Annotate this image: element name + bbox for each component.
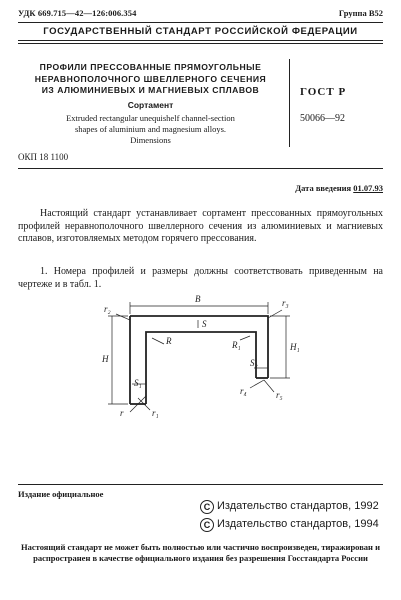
label-S1: S₁	[134, 378, 142, 388]
title-line-1: ПРОФИЛИ ПРЕССОВАННЫЕ ПРЯМОУГОЛЬНЫЕ	[39, 62, 262, 72]
header-rule-bottom	[18, 43, 383, 44]
gost-number: 50066—92	[300, 113, 345, 124]
group-code: Группа В52	[338, 8, 383, 18]
document-subtitle: Сортамент	[127, 100, 174, 110]
effective-date-label: Дата введения	[295, 183, 352, 193]
document-title	[18, 62, 283, 97]
copyright-icon: C	[200, 500, 214, 514]
english-title	[18, 113, 283, 146]
effective-date-value: 01.07.93	[353, 183, 383, 193]
channel-section-drawing	[90, 292, 310, 420]
title-line-2: НЕРАВНОПОЛОЧНОГО ШВЕЛЛЕРНОГО СЕЧЕНИЯ	[34, 73, 267, 84]
label-H1: H₁	[290, 342, 300, 352]
reproduction-notice: Настоящий стандарт не может быть полностью или частично воспроизведен, тиражирован и распространен в качестве официального издания без разрешения Госстандарта России	[21, 542, 380, 563]
copyright-1992-text: Издательство стандартов, 1992	[217, 500, 379, 512]
label-r3: r₃	[282, 298, 289, 308]
copyright-icon: C	[200, 518, 214, 532]
label-R1: R₁	[232, 340, 241, 350]
copyright-1994	[200, 518, 379, 532]
label-s: S	[202, 319, 207, 329]
label-r4: r₄	[240, 386, 247, 396]
gost-label: ГОСТ Р	[300, 86, 347, 98]
top-rule	[18, 22, 383, 23]
label-S2: S₂	[250, 358, 258, 368]
label-H: H	[102, 354, 109, 364]
paragraph-1: Настоящий стандарт устанавливает сортамент прессованных прямоугольных профилей неравнополочного швеллерного сечения из алюминиевых и магниевых сплавов, изготовляемых методом горячего прессования.	[18, 208, 383, 244]
label-r: r	[120, 408, 124, 418]
label-r1: r₁	[152, 408, 159, 418]
official-edition: Издание официальное	[18, 489, 104, 499]
title-divider	[289, 59, 290, 147]
profile-outer-edge	[130, 316, 268, 378]
footer-rule	[18, 484, 383, 485]
standard-line: ГОСУДАРСТВЕННЫЙ СТАНДАРТ РОССИЙСКОЙ ФЕДЕРАЦИИ	[43, 26, 358, 37]
label-r5: r₅	[276, 390, 283, 400]
title-line-3: ИЗ АЛЮМИНИЕВЫХ И МАГНИЕВЫХ СПЛАВОВ	[41, 85, 260, 95]
english-title-line-3: Dimensions	[130, 135, 171, 145]
label-B: B	[195, 294, 201, 304]
effective-date	[295, 183, 383, 193]
label-r2: r₂	[104, 304, 111, 314]
okp-rule	[18, 168, 383, 169]
udk-code: УДК 669.715—42—126:006.354	[18, 8, 137, 18]
english-title-line-2: shapes of aluminium and magnesium alloys.	[74, 124, 227, 134]
copyright-1992	[200, 500, 379, 514]
copyright-1994-text: Издательство стандартов, 1994	[217, 518, 379, 530]
english-title-line-1: Extruded rectangular unequishelf channel-section	[66, 113, 235, 123]
okp-code: ОКП 18 1100	[18, 152, 69, 162]
paragraph-2: 1. Номера профилей и размеры должны соответствовать приведенным на чертеже и в табл. 1.	[18, 266, 383, 290]
header-rule-top	[18, 40, 383, 41]
label-R: R	[166, 336, 172, 346]
